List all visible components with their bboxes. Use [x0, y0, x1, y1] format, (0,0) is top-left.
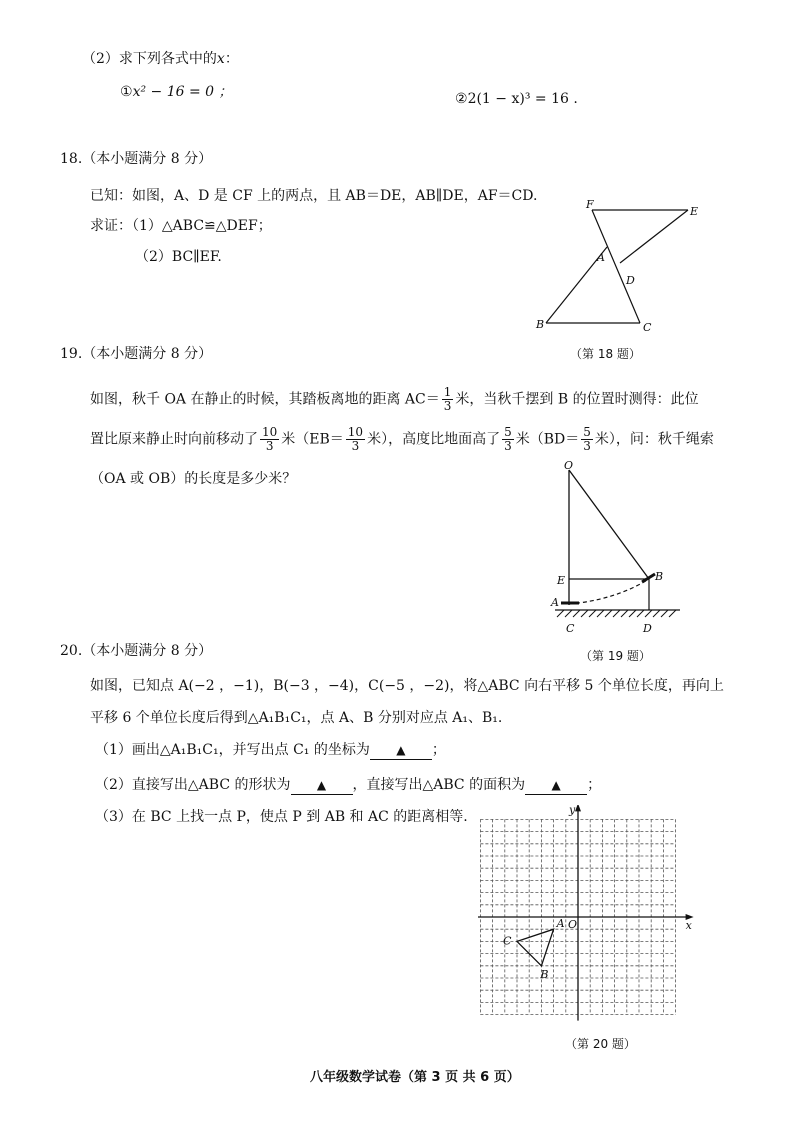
q18-header: 18.（本小题满分 8 分）	[60, 151, 213, 167]
q19-label-B: B	[655, 570, 664, 583]
q20-coordinate-grid	[478, 805, 708, 1035]
q18-given: 已知：如图，A、D 是 CF 上的两点，且 AB＝DE，AB∥DE，AF＝CD.	[90, 188, 538, 204]
q19-header: 19.（本小题满分 8 分）	[60, 346, 213, 362]
q18-label-B: B	[536, 318, 545, 331]
q19-label-D: D	[643, 622, 652, 635]
q20-part-1: （1）画出△A₁B₁C₁，并写出点 C₁ 的坐标为 ▲ ；	[95, 742, 446, 758]
q17-equation-2: ②2(1 − x)³ = 16 .	[455, 91, 578, 107]
q17-equation-1: ①x² − 16 = 0 ；	[120, 84, 233, 100]
q18-label-C: C	[643, 321, 652, 334]
q18-caption: （第 18 题）	[570, 347, 641, 361]
x-axis-label: x	[685, 919, 692, 932]
q18-label-E: E	[690, 205, 699, 218]
q18-figure	[530, 195, 710, 340]
q19-label-O: O	[564, 460, 574, 472]
q19-caption: （第 19 题）	[580, 649, 651, 663]
q19-figure	[545, 460, 695, 640]
q19-line-3: （OA 或 OB）的长度是多少米？	[90, 471, 297, 487]
q20-caption: （第 20 题）	[565, 1037, 636, 1051]
y-axis-arrow	[575, 805, 581, 811]
q20-header: 20.（本小题满分 8 分）	[60, 643, 213, 659]
q19-line-1: 如图，秋千 OA 在静止的时候，其踏板离地的距离 AC＝ $\frac{1}{3}$ 米，当秋千摆到 B 的位置时测得：此位	[90, 385, 699, 413]
q20-part-3: （3）在 BC 上找一点 P，使点 P 到 AB 和 AC 的距离相等.	[95, 809, 468, 825]
triangle-abc	[517, 929, 554, 966]
q17-part2-prompt: （2）求下列各式中的x：	[82, 51, 239, 67]
q20-line-2: 平移 6 个单位长度后得到△A₁B₁C₁，点 A、B 分别对应点 A₁、B₁.	[90, 710, 503, 726]
q20-answer-blank-3[interactable]: ▲	[525, 776, 587, 795]
q18-label-F: F	[586, 198, 594, 211]
q19-label-E: E	[557, 574, 566, 587]
point-label-A: A	[556, 917, 565, 931]
q18-prove-2: （2）BC∥EF.	[135, 249, 222, 265]
q19-label-A: A	[551, 596, 559, 609]
q18-prove-1: 求证：（1）△ABC≌△DEF；	[90, 218, 272, 234]
page-footer: 八年级数学试卷（第 3 页 共 6 页）	[310, 1070, 520, 1085]
q18-label-D: D	[626, 274, 635, 287]
q20-part-2: （2）直接写出△ABC 的形状为 ▲ ，直接写出△ABC 的面积为 ▲ ；	[95, 777, 602, 793]
q20-line-1: 如图，已知点 A(−2 ，−1)，B(−3 ，−4)，C(−5 ，−2)，将△ABC 向右平移 5 个单位长度，再向上	[90, 678, 724, 694]
q19-label-C: C	[566, 622, 575, 635]
q20-answer-blank-1[interactable]: ▲	[370, 741, 432, 760]
point-label-C: C	[503, 934, 512, 948]
q20-answer-blank-2[interactable]: ▲	[291, 776, 353, 795]
point-label-B: B	[540, 967, 549, 981]
q18-label-A: A	[597, 251, 605, 264]
y-axis-label: y	[569, 805, 576, 817]
q19-line-2: 置比原来静止时向前移动了 $\frac{10}{3}$ 米（EB＝ $\frac{10}{3}$ 米），高度比地面高了 $\frac{5}{3}$ 米（BD＝ $\frac{5}{3}$ 米），问：秋千绳索	[90, 425, 714, 453]
origin-label: O	[568, 918, 578, 931]
